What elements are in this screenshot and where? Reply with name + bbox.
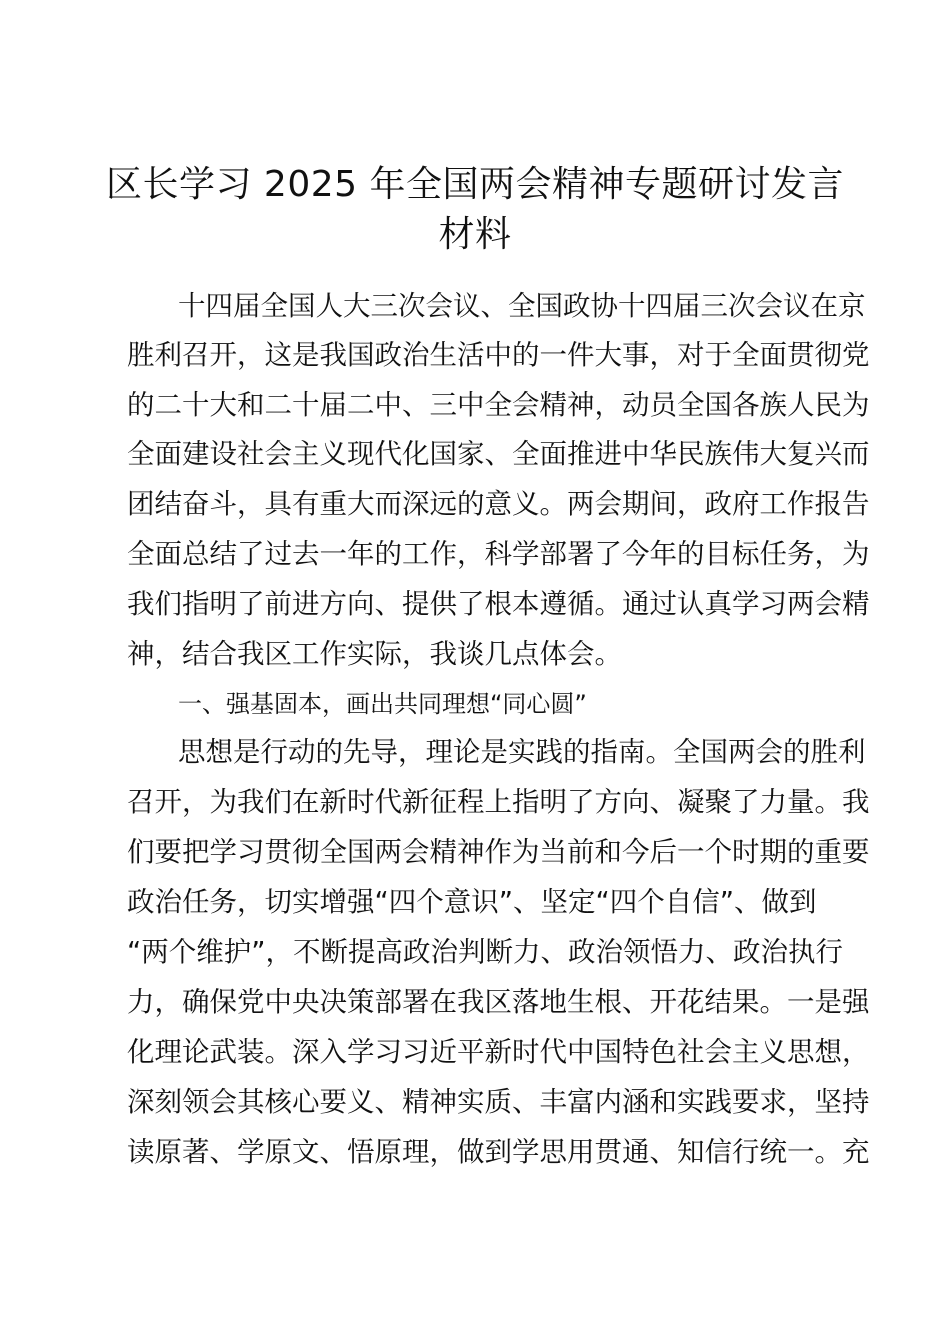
paragraph-1-line-3: 的二十大和二十届二中、三中全会精神，动员全国各族人民为 bbox=[127, 389, 870, 421]
document-title-line-2: 材料 bbox=[438, 214, 512, 255]
paragraph-1-line-8: 神，结合我区工作实际，我谈几点体会。 bbox=[127, 638, 622, 670]
paragraph-1-line-5: 团结奋斗，具有重大而深远的意义。两会期间，政府工作报告 bbox=[127, 488, 870, 520]
paragraph-2-line-3: 们要把学习贯彻全国两会精神作为当前和今后一个时期的重要 bbox=[127, 836, 870, 868]
paragraph-2-line-7: 化理论武装。深入学习习近平新时代中国特色社会主义思想， bbox=[127, 1036, 870, 1068]
paragraph-2-line-9: 读原著、学原文、悟原理，做到学思用贯通、知信行统一。充 bbox=[127, 1136, 870, 1168]
paragraph-1-line-2: 胜利召开，这是我国政治生活中的一件大事，对于全面贯彻党 bbox=[127, 339, 870, 371]
paragraph-2-line-1: 思想是行动的先导，理论是实践的指南。全国两会的胜利 bbox=[178, 736, 866, 768]
paragraph-2-line-5: “两个维护”，不断提高政治判断力、政治领悟力、政治执行 bbox=[127, 936, 843, 968]
paragraph-2-line-6: 力，确保党中央决策部署在我区落地生根、开花结果。一是强 bbox=[127, 986, 870, 1018]
paragraph-1-line-4: 全面建设社会主义现代化国家、全面推进中华民族伟大复兴而 bbox=[127, 438, 870, 470]
section-1-heading: 一、强基固本，画出共同理想“同心圆” bbox=[178, 690, 587, 718]
paragraph-2-line-4: 政治任务，切实增强“四个意识”、坚定“四个自信”、做到 bbox=[127, 886, 817, 918]
paragraph-1-line-6: 全面总结了过去一年的工作，科学部署了今年的目标任务，为 bbox=[127, 538, 870, 570]
paragraph-2-line-8: 深刻领会其核心要义、精神实质、丰富内涵和实践要求，坚持 bbox=[127, 1086, 870, 1118]
paragraph-2-line-2: 召开，为我们在新时代新征程上指明了方向、凝聚了力量。我 bbox=[127, 786, 870, 818]
paragraph-1-line-7: 我们指明了前进方向、提供了根本遵循。通过认真学习两会精 bbox=[127, 588, 870, 620]
paragraph-1-line-1: 十四届全国人大三次会议、全国政协十四届三次会议在京 bbox=[178, 290, 866, 322]
document-title-line-1: 区长学习 2025 年全国两会精神专题研讨发言 bbox=[105, 164, 844, 205]
